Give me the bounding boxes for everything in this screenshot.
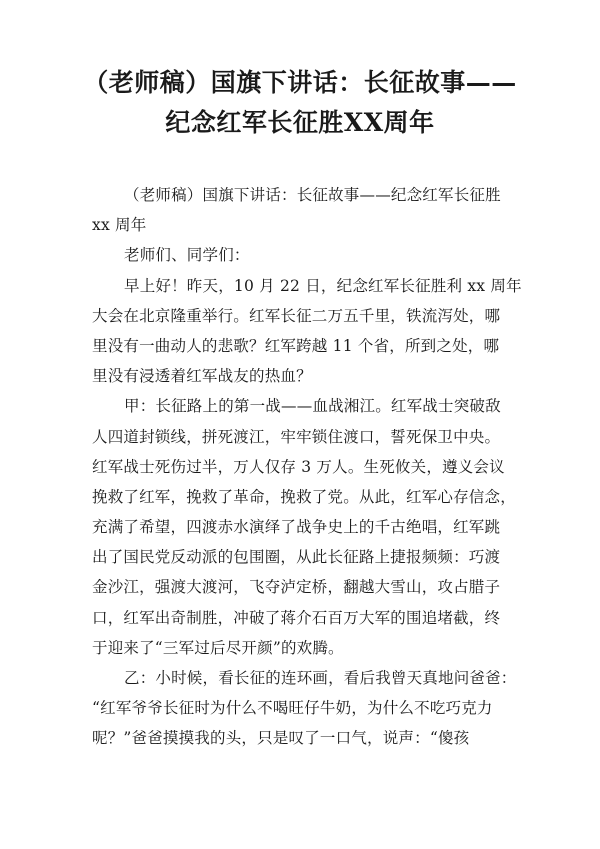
paragraph-line: “红军爷爷长征时为什么不喝旺仔牛奶，为什么不吃巧克力: [92, 699, 493, 718]
paragraph-line: 人四道封锁线，拼死渡江，牢牢锁住渡口，誓死保卫中央。: [92, 427, 501, 446]
paragraph-line: 出了国民党反动派的包围圈，从此长征路上捷报频频：巧渡: [92, 548, 501, 567]
paragraph-line: 里没有浸透着红军战友的热血？: [92, 367, 312, 386]
paragraph-line: 金沙江，强渡大渡河，飞夺泸定桥，翻越大雪山，攻占腊子: [92, 578, 501, 597]
paragraph-line: 老师们、同学们：: [124, 246, 250, 265]
paragraph-line: 呢？”爸爸摸摸我的头，只是叹了一口气，说声：“傻孩: [92, 729, 470, 748]
paragraph-line: 里没有一曲动人的悲歌？红军跨越 11 个省，所到之处，哪: [92, 336, 500, 355]
paragraph-line: （老师稿）国旗下讲话：长征故事——纪念红军长征胜: [124, 186, 501, 204]
paragraph-line: 大会在北京隆重举行。红军长征二万五千里，铁流泻处，哪: [92, 306, 501, 325]
paragraph-line: 甲：长征路上的第一战——血战湘江。红军战士突破敌: [124, 397, 501, 416]
paragraph-line: 早上好！昨天，10 月 22 日，纪念红军长征胜利 xx 周年: [124, 276, 522, 295]
paragraph-line: 红军战士死伤过半，万人仅存 3 万人。生死攸关，遵义会议: [92, 457, 505, 476]
paragraph-line: 口，红军出奇制胜，冲破了蒋介石百万大军的围追堵截，终: [92, 608, 501, 627]
paragraph-line: xx 周年: [92, 216, 147, 235]
document-title-line-2: 纪念红军长征胜XX周年: [165, 108, 435, 137]
paragraph-line: 充满了希望，四渡赤水演绎了战争史上的千古绝唱，红军跳: [92, 518, 501, 537]
document-body: [92, 180, 522, 754]
paragraph-line: 于迎来了“三军过后尽开颜”的欢腾。: [92, 638, 344, 657]
document-title-line-1: （老师稿）国旗下讲话：长征故事——: [83, 68, 517, 97]
paragraph-line: 乙：小时候，看长征的连环画，看后我曾天真地问爸爸：: [124, 669, 517, 687]
paragraph-line: 挽救了红军，挽救了革命，挽救了党。从此，红军心存信念，: [92, 487, 516, 506]
